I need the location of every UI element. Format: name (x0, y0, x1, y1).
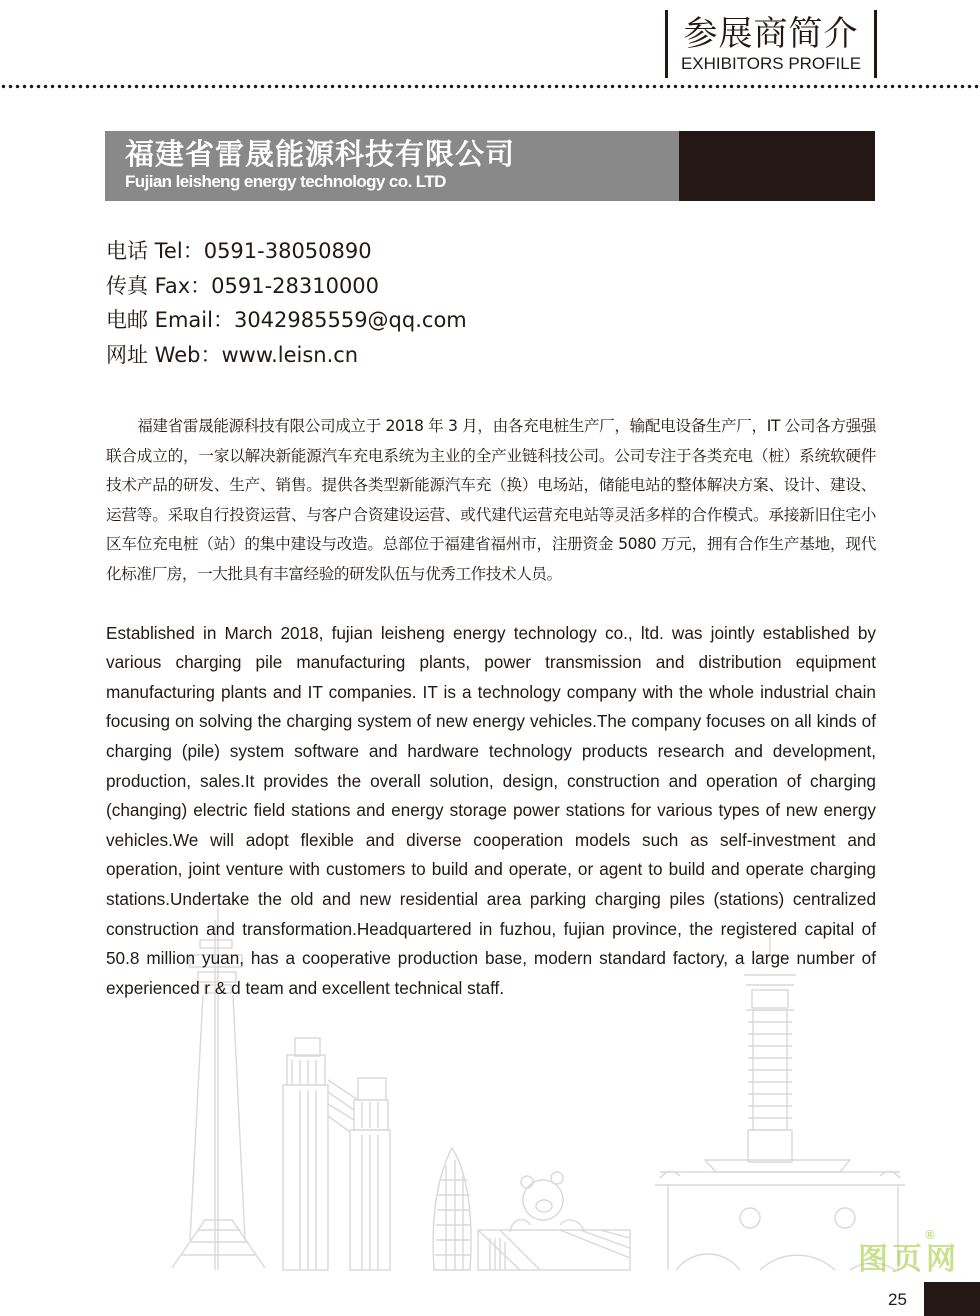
panda-sculpture-icon (478, 1172, 630, 1270)
fax-value: 0591-28310000 (211, 273, 380, 298)
section-title-cn: 参展商简介 (683, 14, 859, 54)
corner-accent-block (924, 1282, 980, 1316)
company-name-cn: 福建省雷晟能源科技有限公司 (125, 137, 516, 171)
contact-web (106, 338, 467, 373)
contact-label: 网址 Web： (106, 342, 222, 367)
contact-label: 电邮 Email： (106, 308, 234, 332)
section-title-en: EXHIBITORS PROFILE (680, 54, 862, 73)
description-chinese: 福建省雷晟能源科技有限公司成立于 2018 年 3 月，由各充电桩生产厂，输配电设备生产厂，IT 公司各方强强联合成立的，一家以解决新能源汽车充电系统为主业的全产业链科技公司。公司专注于各类充电（桩）系统软硬件技术产品的研发、生产、销售。提供各类型新能源汽车充（换）电场站，储能电站的整体解决方案、设计、建设、运营等。采取自行投资运营、与客户合资建设运营、或代建代运营充电站等灵活多样的合作模式。承接新旧住宅小区车位充电桩（站）的集中建设与改造。总部位于福建省福州市，注册资金 5080 万元，拥有合作生产基地，现代化标准厂房，一大批具有丰富经验的研发队伍与优秀工作技术人员。 (106, 417, 876, 583)
tel-value: 0591-38050890 (203, 239, 372, 263)
watermark-text: 图页网 (858, 1242, 960, 1277)
page-number: 25 (888, 1290, 907, 1309)
band-accent-block (679, 131, 875, 201)
twin-towers-icon (283, 1038, 390, 1270)
contact-tel (106, 234, 467, 269)
contact-label: 电话 Tel： (106, 239, 204, 263)
contact-label: 传真 Fax： (106, 273, 212, 298)
registered-mark-icon: ® (924, 1228, 936, 1242)
description-column (106, 412, 876, 1003)
watermark-logo (858, 1228, 960, 1280)
contact-email (106, 303, 467, 338)
website-link[interactable]: www.leisn.cn (221, 342, 359, 367)
dotted-divider (0, 84, 980, 89)
company-title-band (105, 131, 875, 201)
company-name-block (105, 131, 679, 201)
section-header (665, 10, 877, 78)
rocket-building-icon (433, 1148, 471, 1270)
email-link[interactable]: 3042985559@qq.com (233, 308, 467, 332)
description-english: Established in March 2018, fujian leisheng energy technology co., ltd. was jointly established by various charging pile manufacturing plants, power transmission and distribution equipment manufacturing plants and IT companies. IT is a technology company with the whole industrial chain focusing on solving the charging system of new energy vehicles.The company focuses on all kinds of charging (pile) system software and hardware technology products research and development, production, sales.It provides the overall solution, design, construction and operation of charging (changing) electric field stations and energy storage power stations for various types of new energy vehicles.We will adopt flexible and diverse cooperation models such as self-investment and operation, joint venture with customers to build and operate, or agent to build and operate charging stations.Undertake the old and new residential area parking charging piles (stations) centralized construction and transformation.Headquartered in fuzhou, fujian province, the registered capital of 50.8 million yuan, has a cooperative production base, modern standard factory, a large number of experienced r & d team and excellent technical staff. (106, 622, 876, 998)
contact-info (106, 234, 467, 372)
contact-fax (106, 269, 467, 304)
company-name-en: Fujian leisheng energy technology co. LTD (125, 172, 446, 191)
